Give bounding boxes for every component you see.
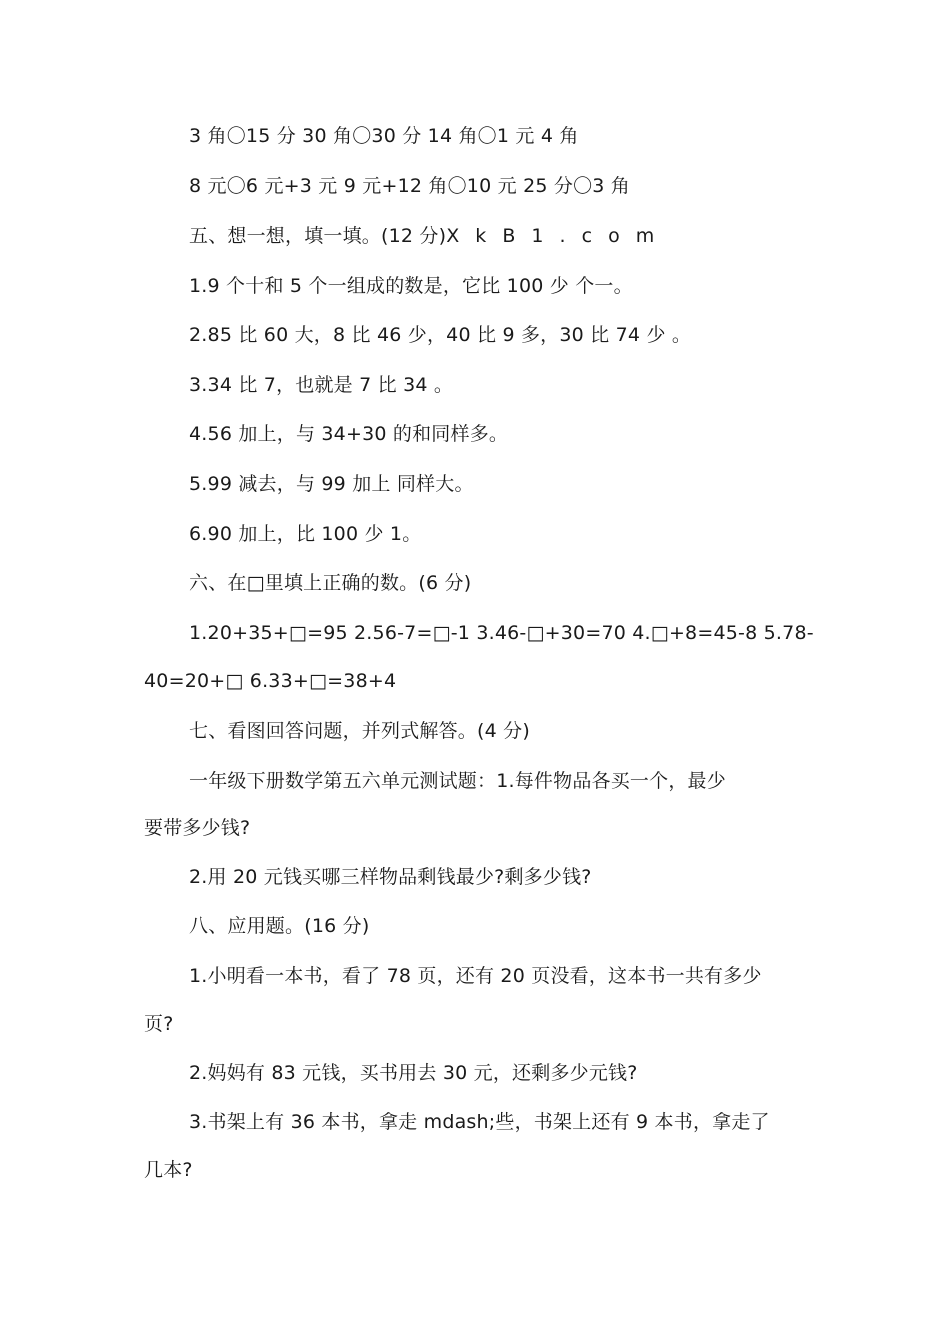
- money-compare-line-2: 8 元〇6 元+3 元 9 元+12 角〇10 元 25 分〇3 角: [189, 175, 631, 197]
- question-5-1: 1.9 个十和 5 个一组成的数是，它比 100 少 个一。: [189, 275, 633, 297]
- question-8-3-line-1: 3.书架上有 36 本书，拿走 mdash;些，书架上还有 9 本书，拿走了: [189, 1111, 770, 1133]
- question-8-2: 2.妈妈有 83 元钱，买书用去 30 元，还剩多少元钱?: [189, 1062, 638, 1084]
- watermark-text: X k B 1 . c o m: [446, 225, 660, 247]
- section-8-heading: 八、应用题。(16 分): [189, 915, 370, 937]
- money-compare-line-1: 3 角〇15 分 30 角〇30 分 14 角〇1 元 4 角: [189, 125, 579, 147]
- question-7-2: 2.用 20 元钱买哪三样物品剩钱最少?剩多少钱?: [189, 866, 592, 888]
- question-5-4: 4.56 加上，与 34+30 的和同样多。: [189, 423, 509, 445]
- question-5-5: 5.99 减去，与 99 加上 同样大。: [189, 473, 474, 495]
- question-8-3-line-2: 几本?: [144, 1159, 193, 1181]
- section-6-equations-line-1: 1.20+35+□=95 2.56-7=□-1 3.46-□+30=70 4.□+8=45-8 5.78-: [189, 622, 814, 644]
- question-8-1-line-1: 1.小明看一本书，看了 78 页，还有 20 页没看，这本书一共有多少: [189, 965, 762, 987]
- section-6-heading: 六、在□里填上正确的数。(6 分): [189, 572, 472, 594]
- question-5-6: 6.90 加上，比 100 少 1。: [189, 523, 422, 545]
- section-7-heading: 七、看图回答问题，并列式解答。(4 分): [189, 720, 530, 742]
- question-8-1-line-2: 页?: [144, 1013, 174, 1035]
- question-7-1-line-2: 要带多少钱?: [144, 817, 251, 839]
- section-6-equations-line-2: 40=20+□ 6.33+□=38+4: [144, 670, 397, 692]
- section-5-heading: [189, 223, 659, 249]
- section-5-title: 五、想一想，填一填。(12 分): [189, 225, 447, 247]
- question-5-3: 3.34 比 7，也就是 7 比 34 。: [189, 374, 454, 396]
- question-5-2: 2.85 比 60 大，8 比 46 少，40 比 9 多，30 比 74 少 。: [189, 324, 692, 346]
- question-7-1-line-1: 一年级下册数学第五六单元测试题：1.每件物品各买一个，最少: [189, 770, 726, 792]
